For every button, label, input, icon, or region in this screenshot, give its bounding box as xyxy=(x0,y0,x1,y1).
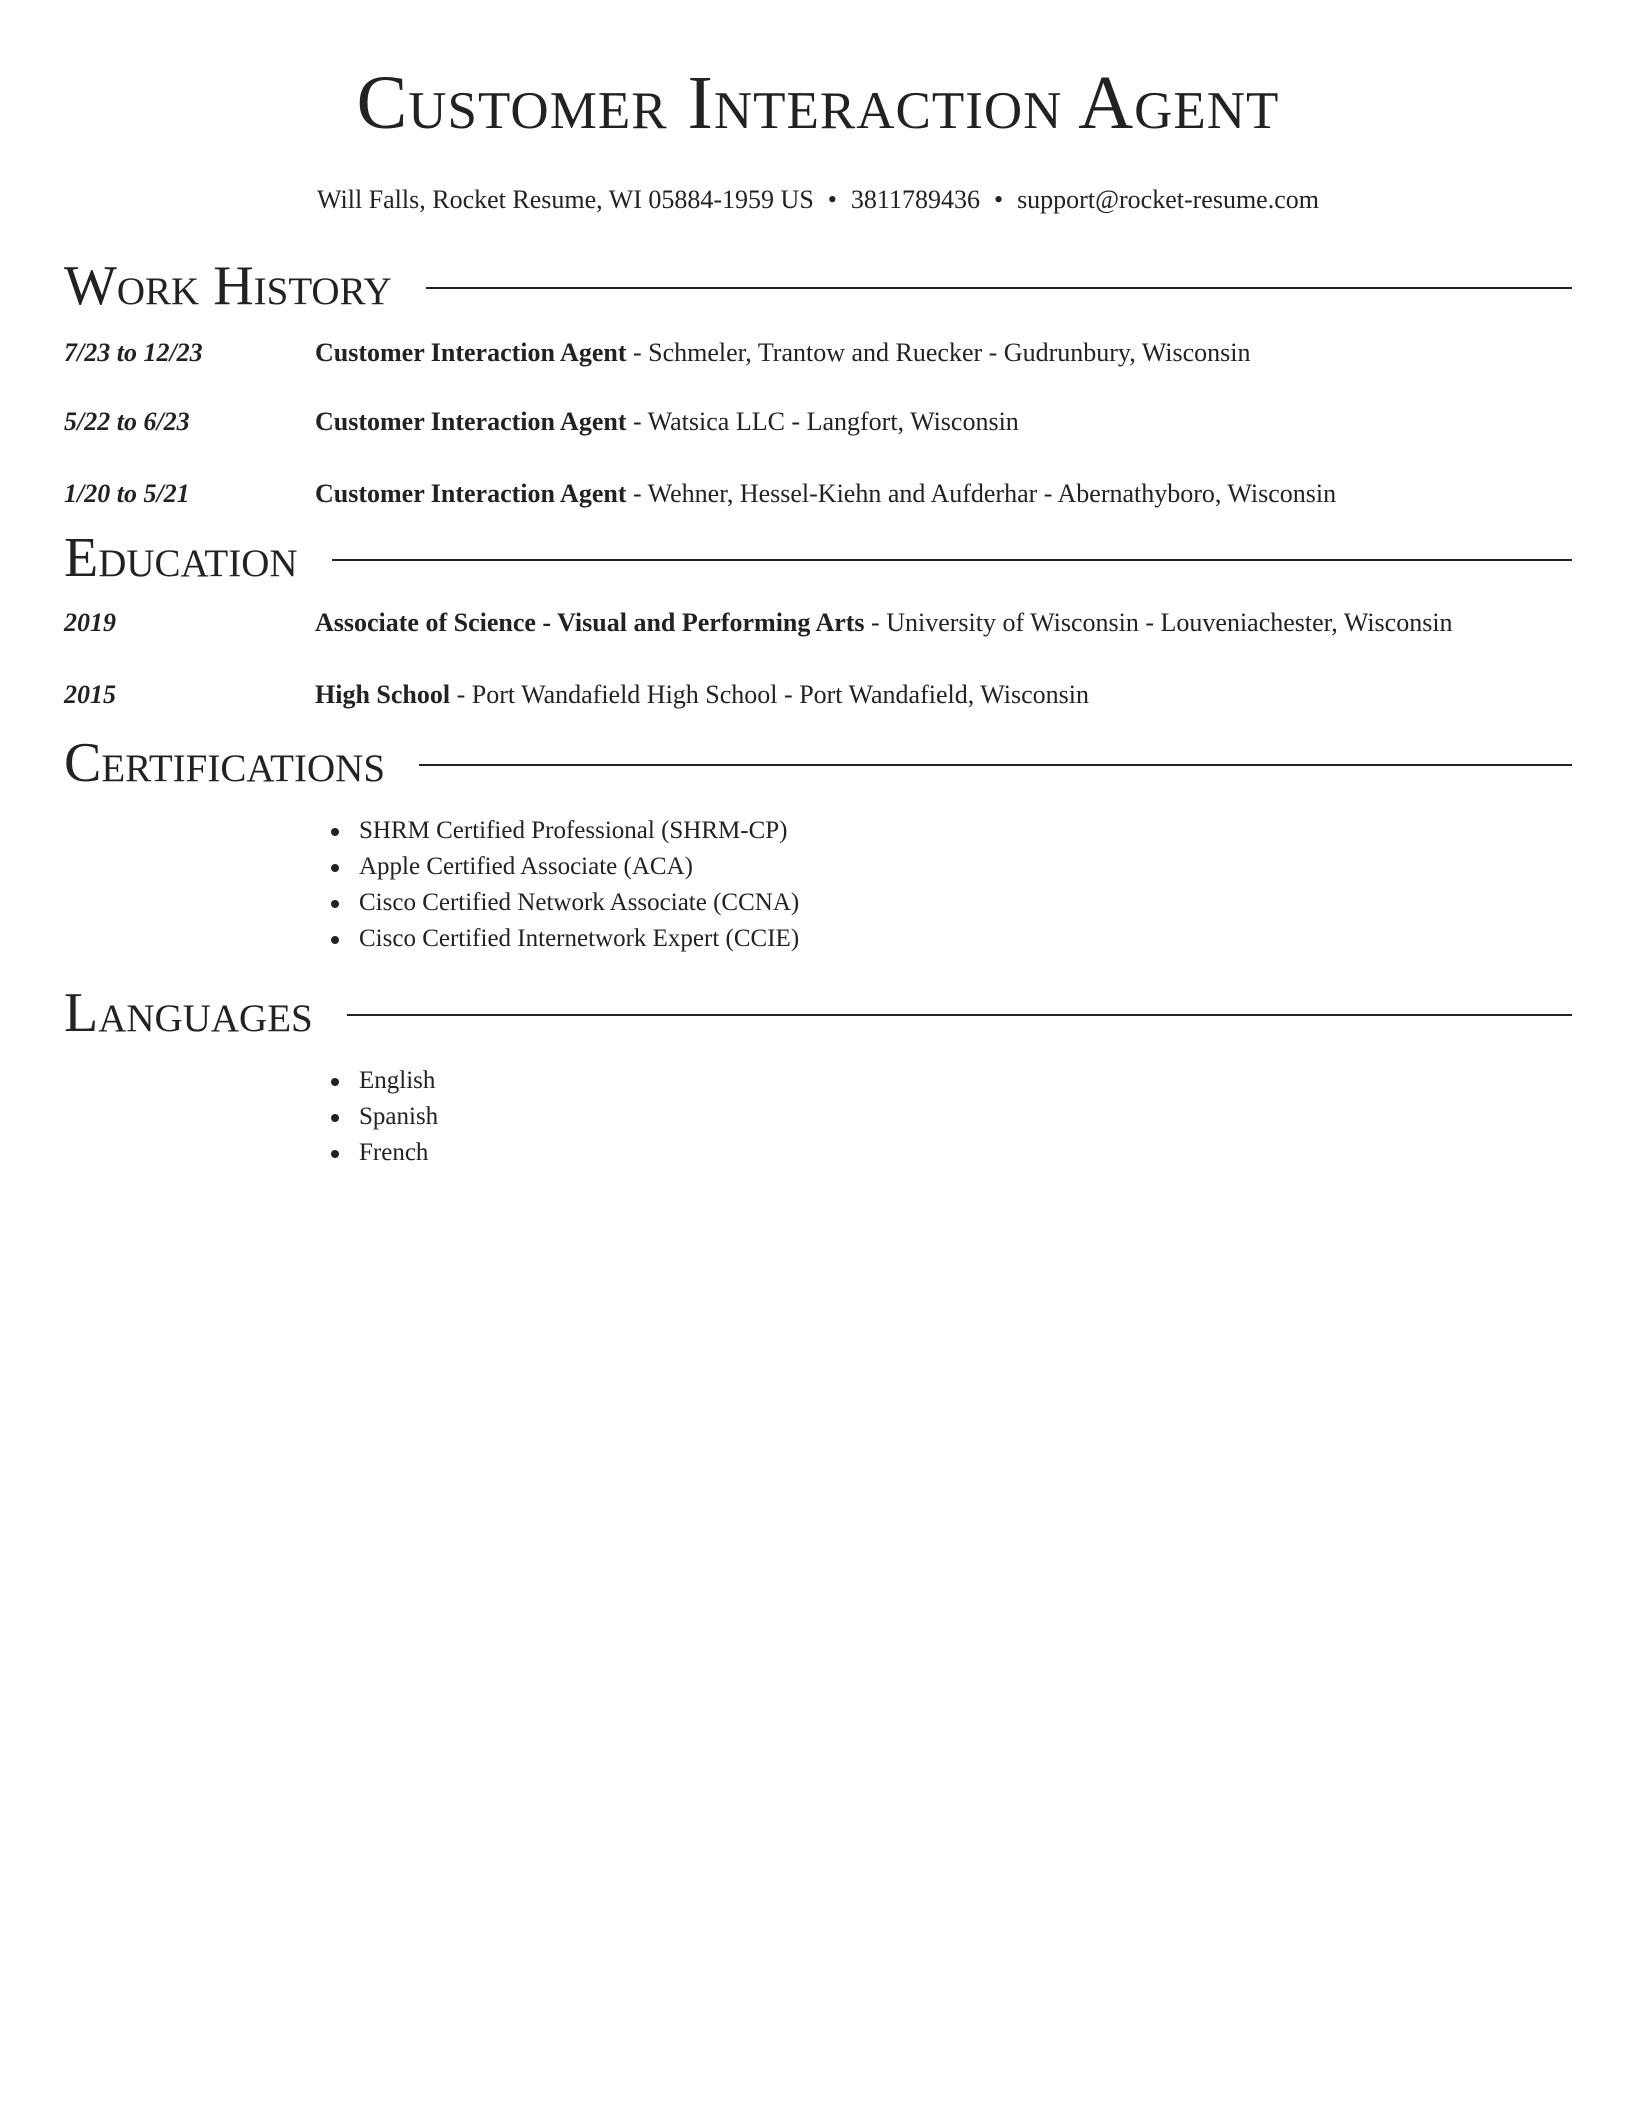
work-entry-role: Customer Interaction Agent xyxy=(315,338,627,367)
certifications-list xyxy=(64,813,1572,957)
education-entry-date: 2019 xyxy=(64,608,116,637)
languages-list xyxy=(64,1063,1572,1171)
education-title: Education xyxy=(64,527,298,589)
education-entry-date: 2015 xyxy=(64,680,116,709)
certification-item: Cisco Certified Internetwork Expert (CCIE) xyxy=(359,921,1572,957)
work-entry-detail: - Watsica LLC - Langfort, Wisconsin xyxy=(626,407,1019,436)
contact-line xyxy=(64,184,1572,216)
work-entry-detail: - Wehner, Hessel-Kiehn and Aufderhar - Abernathyboro, Wisconsin xyxy=(626,479,1337,508)
work-entry-date: 7/23 to 12/23 xyxy=(64,338,203,367)
work-entry-date: 1/20 to 5/21 xyxy=(64,479,190,508)
education-entry-detail: - University of Wisconsin - Louveniachester, Wisconsin xyxy=(864,608,1453,637)
language-item: English xyxy=(359,1063,1572,1099)
education-entry xyxy=(64,607,1572,639)
education-header xyxy=(64,526,1572,590)
work-entry-role: Customer Interaction Agent xyxy=(315,479,627,508)
certifications-title: Certifications xyxy=(64,732,386,794)
education-entry-degree: Associate of Science - Visual and Performing Arts xyxy=(315,608,865,637)
contact-email: support@rocket-resume.com xyxy=(1017,185,1319,214)
certification-item: SHRM Certified Professional (SHRM-CP) xyxy=(359,813,1572,849)
education-entry xyxy=(64,679,1572,711)
work-entry xyxy=(64,478,1572,510)
contact-phone: 3811789436 xyxy=(850,185,980,214)
work-history-title: Work History xyxy=(64,255,392,317)
section-divider xyxy=(426,287,1572,289)
section-divider xyxy=(347,1014,1572,1016)
education-entry-degree: High School xyxy=(315,680,451,709)
language-item: French xyxy=(359,1135,1572,1171)
work-entry-date: 5/22 to 6/23 xyxy=(64,407,190,436)
certifications-header xyxy=(64,731,1572,795)
work-history-header xyxy=(64,254,1572,318)
resume-page xyxy=(64,0,1572,1171)
certification-item: Cisco Certified Network Associate (CCNA) xyxy=(359,885,1572,921)
languages-title: Languages xyxy=(64,982,313,1044)
languages-header xyxy=(64,981,1572,1045)
education-entry-detail: - Port Wandafield High School - Port Wandafield, Wisconsin xyxy=(450,680,1089,709)
education-entry-description xyxy=(315,607,1453,639)
certification-item: Apple Certified Associate (ACA) xyxy=(359,849,1572,885)
section-divider xyxy=(419,764,1572,766)
education-entry-description xyxy=(315,679,1089,711)
work-entry-role: Customer Interaction Agent xyxy=(315,407,627,436)
work-entry xyxy=(64,406,1572,438)
section-divider xyxy=(332,559,1572,561)
work-entry xyxy=(64,337,1572,369)
contact-separator: • xyxy=(993,185,1004,214)
language-item: Spanish xyxy=(359,1099,1572,1135)
resume-name-heading: Customer Interaction Agent xyxy=(356,61,1280,145)
work-entry-description xyxy=(315,478,1336,510)
work-entry-description xyxy=(315,337,1250,369)
contact-separator: • xyxy=(827,185,837,214)
contact-address: Will Falls, Rocket Resume, WI 05884-1959 US xyxy=(317,185,814,214)
work-entry-description xyxy=(315,406,1019,438)
work-entry-detail: - Schmeler, Trantow and Ruecker - Gudrunbury, Wisconsin xyxy=(626,338,1251,367)
